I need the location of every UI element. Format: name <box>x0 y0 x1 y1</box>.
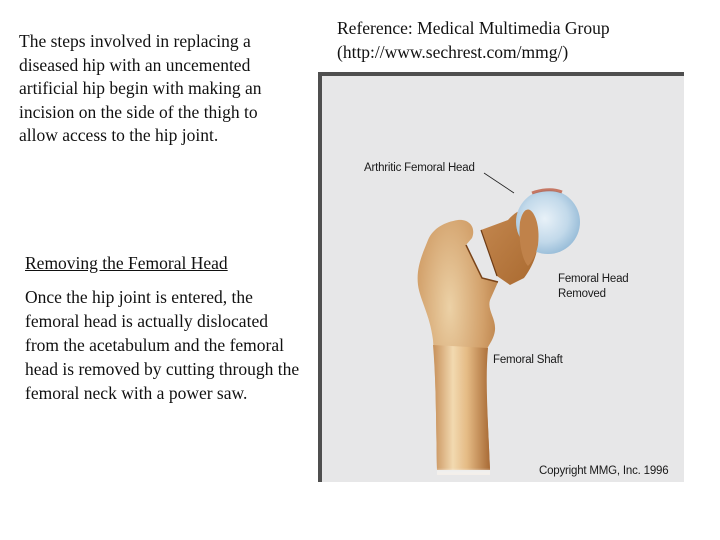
femur-drawing <box>318 72 684 482</box>
reference-source: Reference: Medical Multimedia Group <box>337 18 610 38</box>
copyright-notice: Copyright MMG, Inc. 1996 <box>539 465 669 477</box>
label-femoral-head-removed-line2: Removed <box>558 288 606 300</box>
reference-citation <box>337 16 717 64</box>
femur-illustration <box>318 72 684 482</box>
label-femoral-shaft: Femoral Shaft <box>493 354 563 366</box>
removal-section <box>25 251 305 405</box>
section-body: Once the hip joint is entered, the femoral head is actually dislocated from the acetabulum and the femoral head is removed by cutting through the femoral neck with a power saw. <box>25 287 300 403</box>
intro-paragraph: The steps involved in replacing a diseased hip with an uncemented artificial hip begin with making an incision on the side of the thigh to allow access to the hip joint. <box>19 31 262 146</box>
label-femoral-head-removed-line1: Femoral Head <box>558 273 629 285</box>
section-heading: Removing the Femoral Head <box>25 253 228 273</box>
reference-url: (http://www.sechrest.com/mmg/) <box>337 42 569 62</box>
label-arthritic-femoral-head: Arthritic Femoral Head <box>364 162 475 174</box>
